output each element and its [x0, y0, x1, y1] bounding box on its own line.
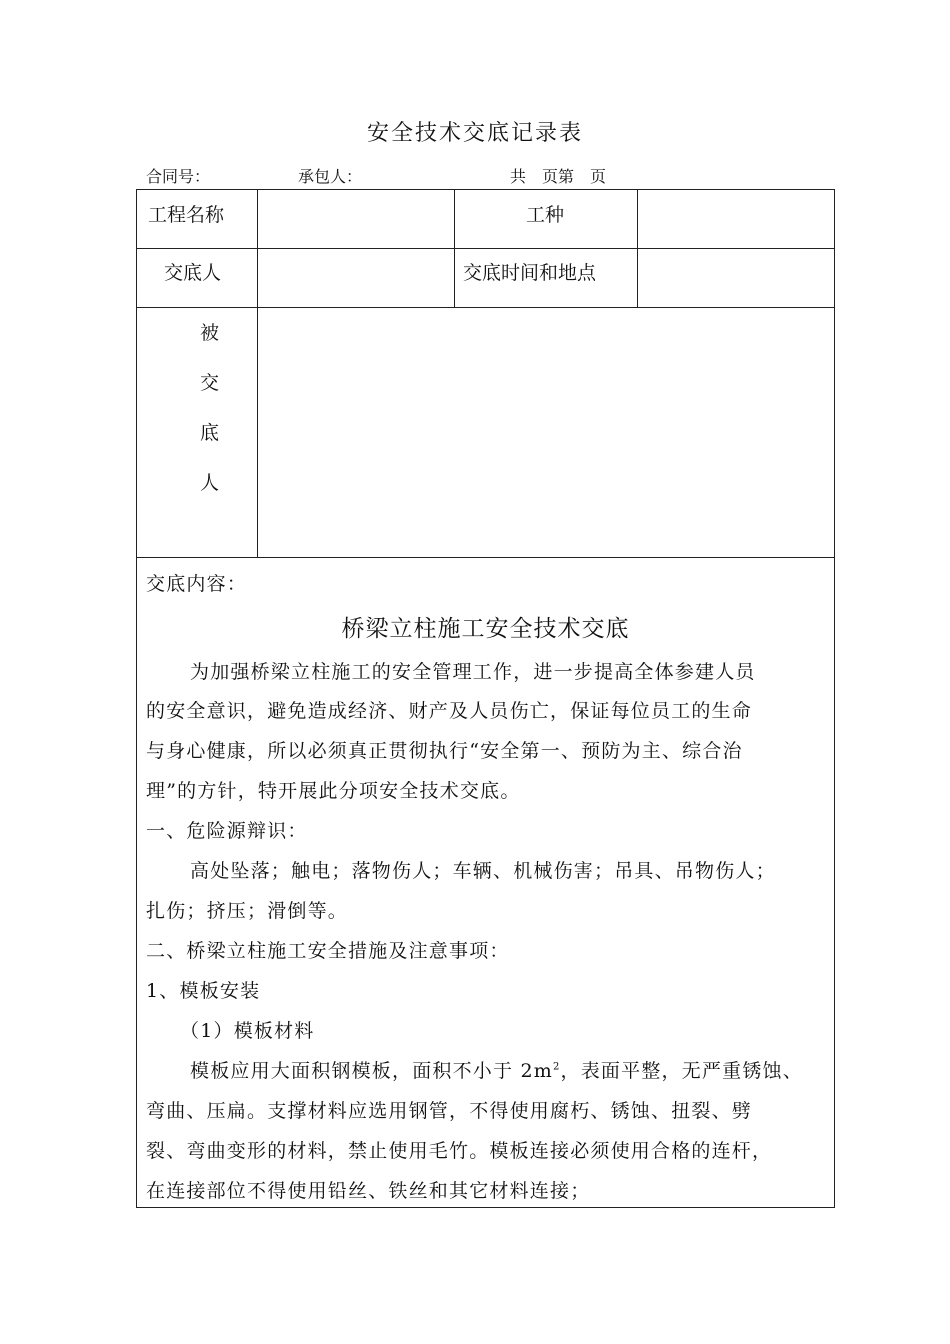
col-divider [637, 189, 638, 307]
col-divider [454, 189, 455, 307]
project-name-field[interactable] [262, 192, 450, 246]
row-divider [136, 307, 835, 308]
work-type-label: 工种 [526, 204, 565, 226]
time-place-field[interactable] [642, 251, 830, 305]
recipients-label-char: 底 [200, 422, 220, 444]
content-line: 高处坠落；触电；落物伤人；车辆、机械伤害；吊具、吊物伤人； [190, 860, 776, 882]
section-heading: 二、桥梁立柱施工安全措施及注意事项： [146, 940, 510, 962]
subsection-heading: 1、模板安装 [146, 980, 261, 1002]
work-type-field[interactable] [642, 192, 830, 246]
col-divider [257, 189, 258, 557]
recipients-label-char: 被 [200, 322, 220, 344]
contractor-label: 承包人： [298, 167, 363, 186]
content-line: 理”的方针，特开展此分项安全技术交底。 [146, 780, 521, 802]
content-heading: 桥梁立柱施工安全技术交底 [341, 616, 630, 642]
page-count-label: 共 页第 页 [510, 167, 607, 186]
discloser-label: 交底人 [164, 262, 222, 284]
content-line: 与身心健康，所以必须真正贯彻执行“安全第一、预防为主、综合治 [146, 740, 743, 762]
time-place-label: 交底时间和地点 [463, 262, 597, 284]
content-line [190, 1056, 803, 1083]
row-divider [136, 248, 835, 249]
project-name-label: 工程名称 [148, 204, 225, 226]
content-line: 为加强桥梁立柱施工的安全管理工作，进一步提高全体参建人员 [190, 661, 756, 683]
document-title: 安全技术交底记录表 [366, 121, 583, 146]
recipients-field[interactable] [262, 310, 830, 554]
content-line: 扎伤；挤压；滑倒等。 [146, 900, 349, 922]
section-heading: 一、危险源辩识： [146, 820, 308, 842]
recipients-label-char: 人 [200, 472, 220, 494]
recipients-label-char: 交 [200, 372, 220, 394]
content-line: 的安全意识，避免造成经济、财产及人员伤亡，保证每位员工的生命 [146, 700, 753, 722]
superscript: 2 [552, 1061, 561, 1073]
discloser-field[interactable] [262, 251, 450, 305]
content-line: 裂、弯曲变形的材料，禁止使用毛竹。模板连接必须使用合格的连杆， [146, 1140, 773, 1162]
content-line-part: 模板应用大面积钢模板，面积不小于 2m [190, 1060, 553, 1082]
contract-no-label: 合同号： [146, 167, 211, 186]
content-line: 弯曲、压扁。支撑材料应选用钢管，不得使用腐朽、锈蚀、扭裂、劈 [146, 1100, 753, 1122]
content-line: 在连接部位不得使用铅丝、铁丝和其它材料连接； [146, 1180, 591, 1202]
content-line-part: ，表面平整，无严重锈蚀、 [560, 1060, 803, 1082]
content-label: 交底内容： [146, 573, 248, 595]
subsection-heading: （1）模板材料 [180, 1020, 315, 1042]
row-divider [136, 557, 835, 558]
